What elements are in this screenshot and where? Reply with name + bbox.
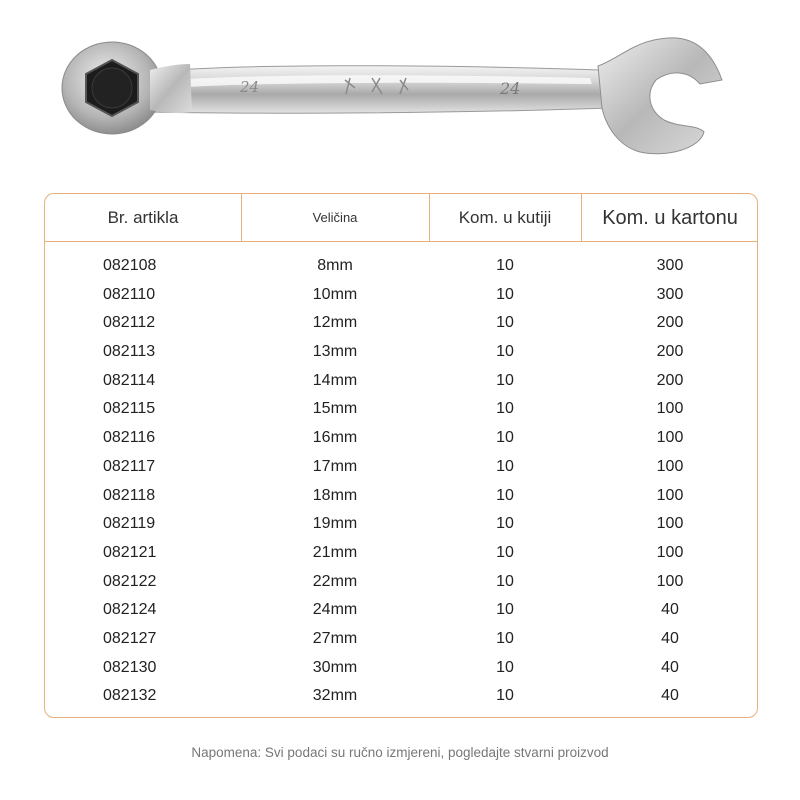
article-number-cell: 082121 xyxy=(103,543,157,561)
pieces-per-box-cell: 10 xyxy=(496,285,514,303)
pieces-per-box-cell: 10 xyxy=(496,457,514,475)
specification-table xyxy=(44,193,758,718)
pieces-per-carton-cell: 100 xyxy=(656,429,684,447)
pieces-per-carton-cell: 100 xyxy=(656,515,684,533)
table-row xyxy=(45,654,757,683)
pieces-per-carton-cell: 100 xyxy=(656,572,684,590)
article-number-cell: 082119 xyxy=(103,515,156,533)
size-cell: 32mm xyxy=(312,687,358,705)
table-row xyxy=(45,510,757,539)
article-number-cell: 082132 xyxy=(103,687,157,705)
table-row xyxy=(45,338,757,367)
pieces-per-box-cell: 10 xyxy=(496,687,514,705)
pieces-per-carton-cell: 100 xyxy=(656,457,684,475)
size-cell: 19mm xyxy=(312,515,358,533)
pieces-per-carton-cell: 100 xyxy=(656,400,684,418)
table-row xyxy=(45,424,757,453)
header-article-number: Br. artikla xyxy=(107,208,179,227)
pieces-per-box-cell: 10 xyxy=(496,371,514,389)
pieces-per-box-cell: 10 xyxy=(496,314,514,332)
pieces-per-carton-cell: 200 xyxy=(656,314,684,332)
pieces-per-box-cell: 10 xyxy=(496,429,514,447)
header-size: Veličina xyxy=(312,210,358,225)
table-row xyxy=(45,482,757,511)
table-header xyxy=(45,194,757,242)
article-number-cell: 082118 xyxy=(103,486,156,504)
table-row xyxy=(45,596,757,625)
article-number-cell: 082113 xyxy=(103,343,156,361)
pieces-per-carton-cell: 300 xyxy=(656,257,684,274)
size-cell: 22mm xyxy=(312,572,358,590)
table-row xyxy=(45,252,757,281)
pieces-per-box-cell: 10 xyxy=(496,515,514,533)
size-cell: 10mm xyxy=(312,285,358,303)
table-row xyxy=(45,367,757,396)
article-number-cell: 082115 xyxy=(103,400,156,418)
pieces-per-box-cell: 10 xyxy=(496,658,514,676)
size-cell: 30mm xyxy=(312,658,358,676)
size-cell: 24mm xyxy=(312,601,358,619)
pieces-per-carton-cell: 200 xyxy=(656,343,684,361)
article-number-cell: 082127 xyxy=(103,629,157,647)
size-cell: 15mm xyxy=(312,400,358,418)
pieces-per-carton-cell: 100 xyxy=(656,543,684,561)
table-row xyxy=(45,625,757,654)
pieces-per-box-cell: 10 xyxy=(496,400,514,418)
table-row xyxy=(45,539,757,568)
svg-text:24: 24 xyxy=(240,78,260,96)
article-number-cell: 082108 xyxy=(103,257,157,274)
pieces-per-box-cell: 10 xyxy=(496,629,514,647)
pieces-per-carton-cell: 40 xyxy=(661,601,679,619)
article-number-cell: 082117 xyxy=(103,457,156,475)
article-number-cell: 082122 xyxy=(103,572,157,590)
table-body xyxy=(45,252,757,711)
table-row xyxy=(45,395,757,424)
article-number-cell: 082112 xyxy=(103,314,156,332)
article-number-cell: 082110 xyxy=(103,285,156,303)
svg-text:24: 24 xyxy=(500,79,521,98)
table-row xyxy=(45,568,757,597)
header-pieces-per-box: Kom. u kutiji xyxy=(458,208,552,227)
header-pieces-per-carton: Kom. u kartonu xyxy=(602,207,738,229)
wrench-icon xyxy=(0,0,800,185)
pieces-per-box-cell: 10 xyxy=(496,486,514,504)
article-number-cell: 082116 xyxy=(103,429,156,447)
pieces-per-box-cell: 10 xyxy=(496,257,514,274)
size-cell: 12mm xyxy=(312,314,358,332)
pieces-per-box-cell: 10 xyxy=(496,601,514,619)
article-number-cell: 082124 xyxy=(103,601,157,619)
table-row xyxy=(45,682,757,711)
table-row xyxy=(45,453,757,482)
pieces-per-carton-cell: 100 xyxy=(656,486,684,504)
pieces-per-box-cell: 10 xyxy=(496,543,514,561)
article-number-cell: 082130 xyxy=(103,658,157,676)
disclaimer-note: Napomena: Svi podaci su ručno izmjereni, pogledajte stvarni proizvod xyxy=(191,745,609,760)
wrench-image xyxy=(0,0,800,185)
pieces-per-carton-cell: 40 xyxy=(661,687,679,705)
size-cell: 14mm xyxy=(312,371,358,389)
article-number-cell: 082114 xyxy=(103,371,156,389)
pieces-per-box-cell: 10 xyxy=(496,343,514,361)
size-cell: 17mm xyxy=(312,457,358,475)
pieces-per-carton-cell: 300 xyxy=(656,285,684,303)
size-cell: 8mm xyxy=(317,257,353,274)
pieces-per-carton-cell: 200 xyxy=(656,371,684,389)
size-cell: 21mm xyxy=(312,543,358,561)
pieces-per-carton-cell: 40 xyxy=(661,629,679,647)
pieces-per-box-cell: 10 xyxy=(496,572,514,590)
size-cell: 18mm xyxy=(312,486,358,504)
size-cell: 27mm xyxy=(312,629,358,647)
size-cell: 16mm xyxy=(312,429,358,447)
table-row xyxy=(45,309,757,338)
pieces-per-carton-cell: 40 xyxy=(661,658,679,676)
size-cell: 13mm xyxy=(312,343,358,361)
table-row xyxy=(45,281,757,310)
